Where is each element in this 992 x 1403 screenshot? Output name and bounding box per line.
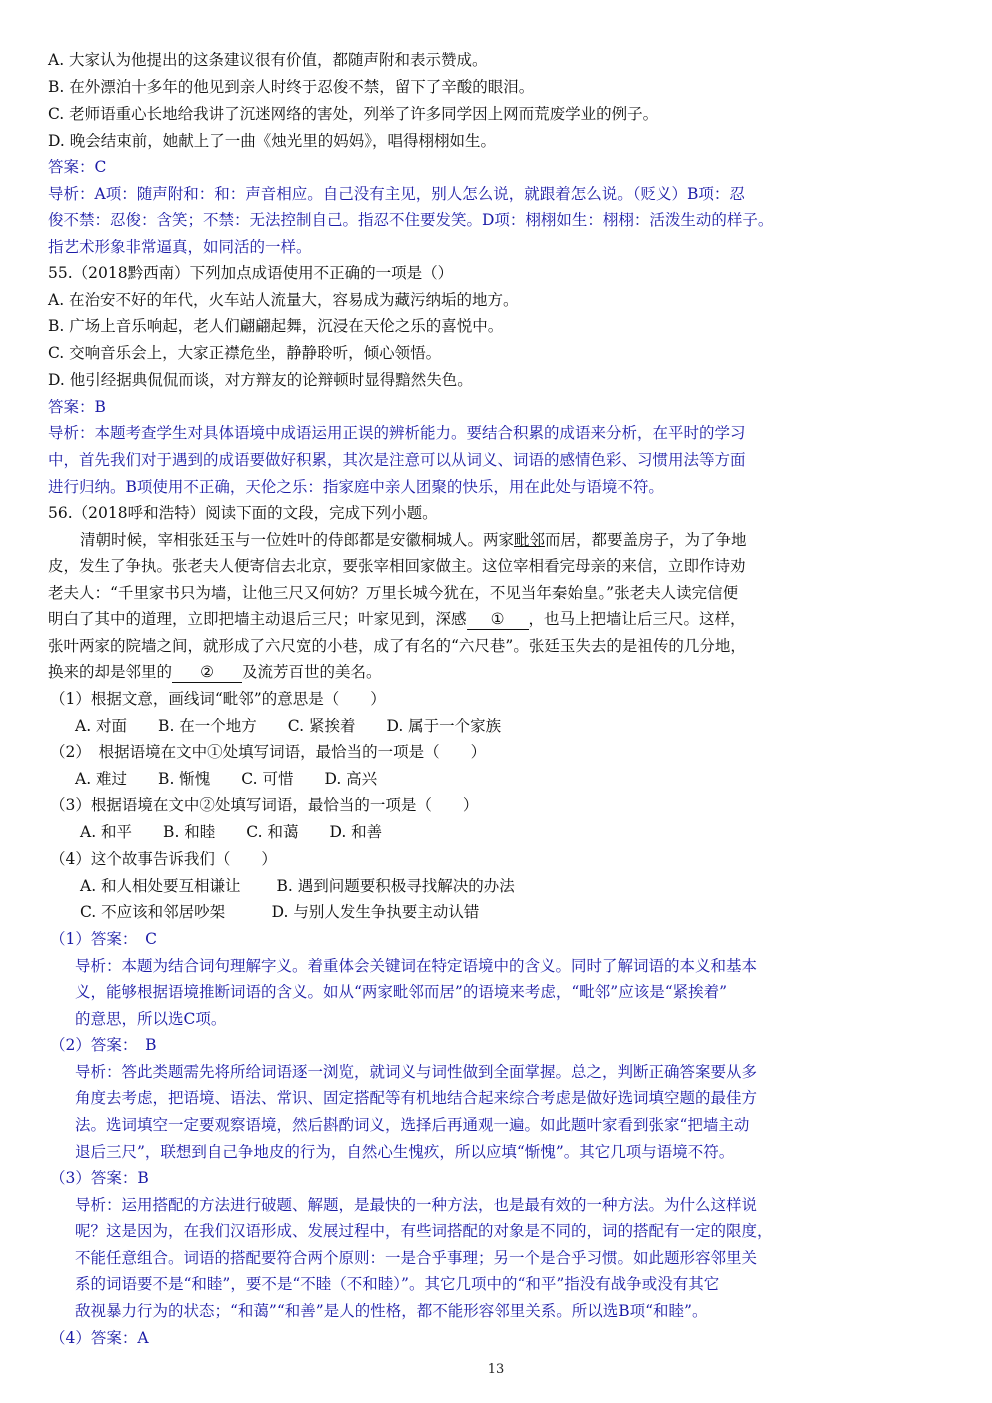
q54-analysis-line: 俊不禁：忍俊：含笑；不禁：无法控制自己。指忍不住要发笑。D项：栩栩如生：栩栩：活泼生动的样子。	[48, 211, 774, 229]
answer-4-head: （4）答案：A	[50, 1329, 149, 1347]
sub-question-3-options: A. 和平 B. 和睦 C. 和蔼 D. 和善	[80, 823, 383, 841]
q55-option-b: B. 广场上音乐响起，老人们翩翩起舞，沉浸在天伦之乐的喜悦中。	[48, 317, 504, 335]
q56-passage-line: 清朝时候，宰相张廷玉与一位姓叶的侍郎都是安徽桐城人。两家毗邻而居，都要盖房子，为了争地	[80, 531, 747, 549]
q54-analysis-line: 导析：A项：随声附和：和：声音相应。自己没有主见，别人怎么说，就跟着怎么说。（贬义）B项：忍	[48, 185, 745, 203]
q54-option-d: D. 晚会结束前，她献上了一曲《烛光里的妈妈》，唱得栩栩如生。	[48, 132, 496, 150]
q55-title: 55.（2018黔西南）下列加点成语使用不正确的一项是（）	[48, 264, 454, 282]
answer-2-line: 导析：答此类题需先将所给词语逐一浏览，就词义与词性做到全面掌握。总之，判断正确答案要从多	[75, 1063, 758, 1081]
answer-2-line: 角度去考虑，把语境、语法、常识、固定搭配等有机地结合起来综合考虑是做好选词填空题的最佳方	[75, 1089, 758, 1107]
answer-3-line: 系的词语要不是“和睦”，要不是“不睦（不和睦）”。其它几项中的“和平”指没有战争或没有其它	[75, 1275, 720, 1293]
sub-question-4: （4）这个故事告诉我们（ ）	[50, 850, 277, 868]
q56-passage-line: 皮，发生了争执。张老夫人便寄信去北京，要张宰相回家做主。这位宰相看完母亲的来信，立即作诗劝	[48, 557, 746, 575]
q54-analysis-line: 指艺术形象非常逼真，如同活的一样。	[48, 238, 312, 256]
answer-3-head: （3）答案：B	[50, 1169, 149, 1187]
q54-option-a: A. 大家认为他提出的这条建议很有价值，都随声附和表示赞成。	[48, 51, 488, 69]
answer-2-line: 法。选词填空一定要观察语境，然后斟酌词义，选择后再通观一遍。如此题叶家看到张家“把墙主动	[75, 1116, 750, 1134]
q54-option-c: C. 老师语重心长地给我讲了沉迷网络的害处，列举了许多同学因上网而荒废学业的例子。	[48, 105, 659, 123]
q55-option-d: D. 他引经据典侃侃而谈，对方辩友的论辩顿时显得黯然失色。	[48, 371, 473, 389]
blank-2: ②	[172, 662, 242, 683]
answer-3-line: 呢？这是因为，在我们汉语形成、发展过程中，有些词搭配的对象是不同的，词的搭配有一定的限度，	[75, 1222, 773, 1240]
answer-2-line: 退后三尺”，联想到自己争地皮的行为，自然心生愧疚，所以应填“惭愧”。其它几项与语境不符。	[75, 1143, 735, 1161]
answer-1-head: （1）答案： C	[50, 930, 157, 948]
sub-question-1-options: A. 对面 B. 在一个地方 C. 紧挨着 D. 属于一个家族	[75, 717, 502, 735]
q56-passage-line: 张叶两家的院墙之间，就形成了六尺宽的小巷，成了有名的“六尺巷”。张廷玉失去的是祖传的几分地，	[48, 637, 746, 655]
q56-passage-line: 明白了其中的道理，立即把墙主动退后三尺；叶家见到，深感 ① ，也马上把墙让后三尺。这样，	[48, 610, 746, 628]
q54-option-b: B. 在外漂泊十多年的他见到亲人时终于忍俊不禁，留下了辛酸的眼泪。	[48, 78, 535, 96]
answer-3-line: 导析：运用搭配的方法进行破题、解题，是最快的一种方法，也是最有效的一种方法。为什么这样说	[75, 1196, 758, 1214]
sub-question-2: （2） 根据语境在文中①处填写词语，最恰当的一项是（ ）	[50, 743, 487, 761]
answer-1-line: 的意思，所以选C项。	[75, 1010, 227, 1028]
q56-passage-line: 换来的却是邻里的 ② 及流芳百世的美名。	[48, 663, 382, 681]
sub-question-1: （1）根据文意，画线词“毗邻”的意思是（ ）	[50, 690, 386, 708]
q56-passage-line: 老夫人：“千里家书只为墙，让他三尺又何妨？万里长城今犹在，不见当年秦始皇。”张老夫人读完信便	[48, 584, 739, 602]
answer-1-line: 义，能够根据语境推断词语的含义。如从“两家毗邻而居”的语境来考虑，“毗邻”应该是“紧挨着”	[75, 983, 728, 1001]
q54-answer: 答案：C	[48, 158, 107, 176]
q55-analysis-line: 导析：本题考查学生对具体语境中成语运用正误的辨析能力。要结合积累的成语来分析，在平时的学习	[48, 424, 746, 442]
sub-question-4-options: A. 和人相处要互相谦让 B. 遇到问题要积极寻找解决的办法	[80, 877, 515, 895]
q55-analysis-line: 进行归纳。B项使用不正确，天伦之乐：指家庭中亲人团聚的快乐，用在此处与语境不符。	[48, 478, 664, 496]
underlined-word: 毗邻	[514, 531, 546, 549]
sub-question-4-options: C. 不应该和邻居吵架 D. 与别人发生争执要主动认错	[80, 903, 480, 921]
sub-question-2-options: A. 难过 B. 惭愧 C. 可惜 D. 高兴	[75, 770, 378, 788]
answer-2-head: （2）答案： B	[50, 1036, 157, 1054]
q56-title: 56.（2018呼和浩特）阅读下面的文段，完成下列小题。	[48, 504, 438, 522]
sub-question-3: （3）根据语境在文中②处填写词语，最恰当的一项是（ ）	[50, 796, 479, 814]
answer-3-line: 敌视暴力行为的状态；“和蔼”“和善”是人的性格，都不能形容邻里关系。所以选B项“和睦”。	[75, 1302, 708, 1320]
q55-answer: 答案：B	[48, 398, 106, 416]
blank-1: ①	[467, 609, 529, 630]
q55-analysis-line: 中，首先我们对于遇到的成语要做好积累，其次是注意可以从词义、词语的感情色彩、习惯用法等方面	[48, 451, 746, 469]
answer-3-line: 不能任意组合。词语的搭配要符合两个原则：一是合乎事理；另一个是合乎习惯。如此题形容邻里关	[75, 1249, 758, 1267]
q55-option-a: A. 在治安不好的年代，火车站人流量大，容易成为藏污纳垢的地方。	[48, 291, 519, 309]
answer-1-line: 导析：本题为结合词句理解字义。着重体会关键词在特定语境中的含义。同时了解词语的本义和基本	[75, 957, 758, 975]
q55-option-c: C. 交响音乐会上，大家正襟危坐，静静聆听，倾心领悟。	[48, 344, 442, 362]
page-number: 13	[487, 1362, 505, 1377]
